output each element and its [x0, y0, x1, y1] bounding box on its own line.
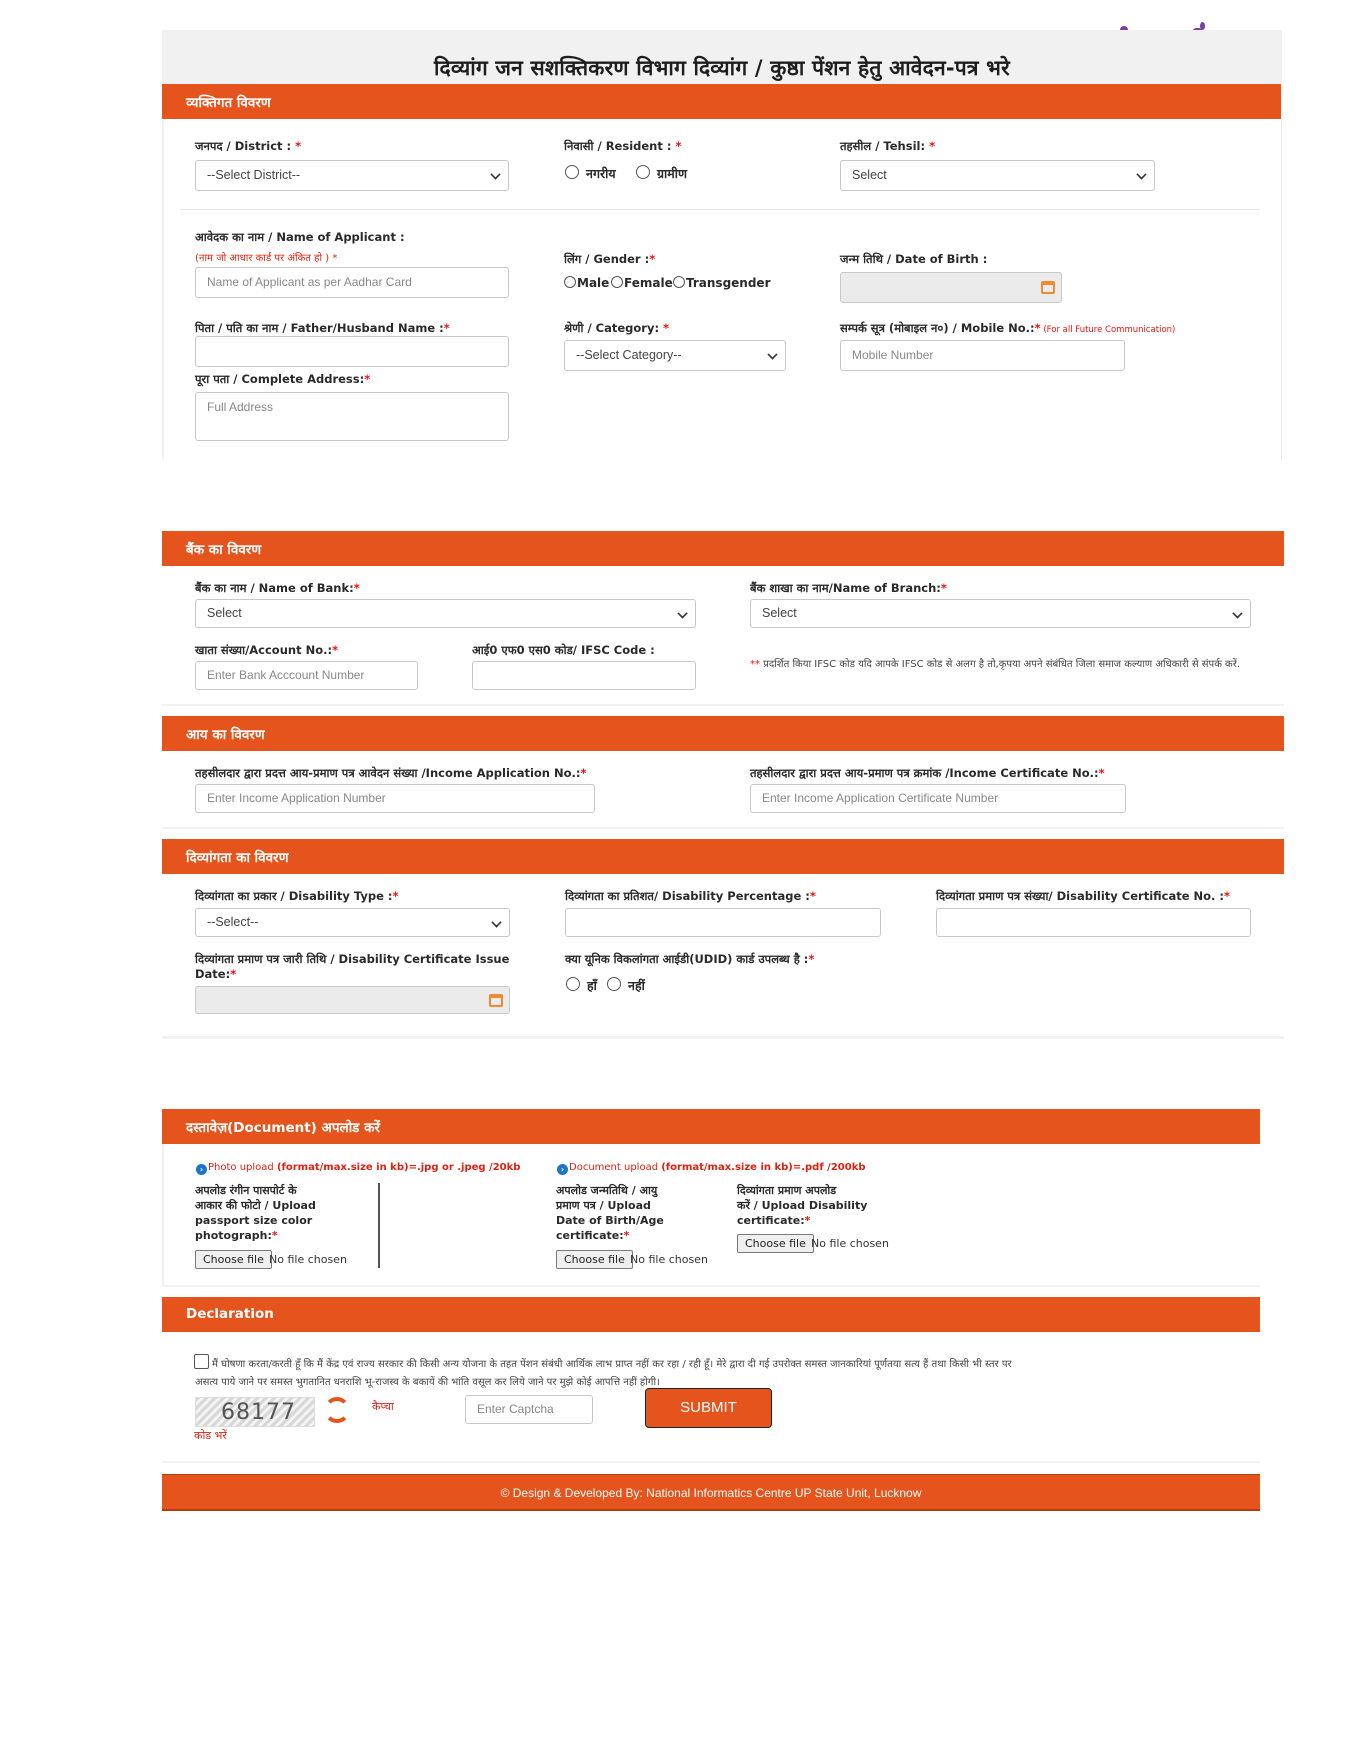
- captcha-label-line2: कोड भरें: [194, 1429, 227, 1442]
- applicant-name-input[interactable]: Name of Applicant as per Aadhar Card: [195, 267, 509, 298]
- resident-rural-radio[interactable]: [636, 165, 650, 179]
- udid-label: क्या यूनिक विकलांगता आईडी(UDID) कार्ड उपलब्ध है :*: [565, 952, 815, 966]
- income-application-label: तहसीलदार द्वारा प्रदत्त आय-प्रमाण पत्र आवेदन संख्या /Income Application No.:*: [195, 766, 587, 780]
- captcha-image: 68177: [195, 1397, 315, 1427]
- photo-upload-label: अपलोड रंगीन पासपोर्ट के आकार की फोटो / Upload passport size color photograph:*: [195, 1184, 316, 1242]
- udid-yes-label: हाँ: [587, 978, 597, 993]
- disability-certificate-no-input[interactable]: [936, 908, 1251, 937]
- ifsc-label: आई0 एफ0 एस0 कोड/ IFSC Code :: [472, 643, 655, 657]
- income-certificate-input[interactable]: Enter Income Application Certificate Number: [750, 784, 1126, 813]
- chevron-down-icon: [491, 917, 501, 927]
- address-textarea[interactable]: Full Address: [195, 392, 509, 441]
- gender-transgender-radio[interactable]: [673, 276, 685, 288]
- chevron-down-icon: [1136, 169, 1146, 179]
- panel-left-edge: [162, 119, 164, 460]
- income-certificate-label: तहसीलदार द्वारा प्रदत्त आय-प्रमाण पत्र क्रमांक /Income Certificate No.:*: [750, 766, 1105, 780]
- income-details-heading: आय का विवरण: [162, 716, 1284, 751]
- footer: © Design & Developed By: National Informatics Centre UP State Unit, Lucknow: [162, 1474, 1260, 1511]
- branch-name-select[interactable]: Select: [750, 599, 1251, 628]
- tehsil-select[interactable]: Select: [840, 160, 1155, 191]
- dob-choose-file-button[interactable]: Choose file: [556, 1250, 633, 1269]
- photo-file-status: No file chosen: [269, 1253, 347, 1266]
- chevron-down-icon: [490, 169, 500, 179]
- page-title: दिव्यांग जन सशक्तिकरण विभाग दिव्यांग / कुष्ठा पेंशन हेतु आवेदन-पत्र भरे: [434, 56, 1010, 80]
- chevron-down-icon: [1232, 608, 1242, 618]
- captcha-label: कैप्चा: [372, 1400, 394, 1413]
- udid-yes-radio[interactable]: [566, 977, 580, 991]
- tehsil-label: तहसील / Tehsil: *: [840, 139, 936, 153]
- disability-details-heading: दिव्यांगता का विवरण: [162, 839, 1284, 874]
- gender-female-label: Female: [624, 276, 673, 290]
- declaration-heading: Declaration: [162, 1297, 1260, 1332]
- panel-edge: [1281, 84, 1282, 460]
- udid-no-radio[interactable]: [607, 977, 621, 991]
- refresh-icon[interactable]: [324, 1397, 350, 1423]
- info-icon: ›: [196, 1164, 207, 1175]
- disability-certificate-no-label: दिव्यांगता प्रमाण पत्र संख्या/ Disability Certificate No. :*: [936, 889, 1231, 903]
- father-name-label: पिता / पति का नाम / Father/Husband Name :*: [195, 321, 450, 335]
- disability-choose-file-button[interactable]: Choose file: [737, 1234, 814, 1253]
- certificate-issue-date-label: दिव्यांगता प्रमाण पत्र जारी तिथि / Disability Certificate Issue Date:*: [195, 952, 510, 981]
- dob-label: जन्म तिथि / Date of Birth :: [840, 252, 988, 266]
- info-icon: ›: [557, 1164, 568, 1175]
- photo-upload-note: Photo upload (format/max.size in kb)=.jpg or .jpeg /20kb: [208, 1162, 521, 1173]
- applicant-name-note: (नाम जो आधार कार्ड पर अंकित हो ) *: [195, 253, 338, 264]
- disability-percentage-label: दिव्यांगता का प्रतिशत/ Disability Percentage :*: [565, 889, 816, 903]
- income-application-input[interactable]: Enter Income Application Number: [195, 784, 595, 813]
- document-upload-note: Document upload (format/max.size in kb)=.pdf /200kb: [569, 1162, 866, 1173]
- father-name-input[interactable]: [195, 336, 509, 367]
- resident-urban-radio[interactable]: [565, 165, 579, 179]
- calendar-icon[interactable]: [1041, 281, 1055, 294]
- disability-type-select[interactable]: --Select--: [195, 908, 510, 937]
- decorative-blob: [1200, 22, 1205, 30]
- chevron-down-icon: [677, 608, 687, 618]
- dob-upload-label: अपलोड जन्मतिथि / आयु प्रमाण पत्र / Upload Date of Birth/Age certificate:*: [556, 1184, 664, 1242]
- panel-bottom-edge: [162, 827, 1284, 829]
- category-label: श्रेणी / Category: *: [564, 321, 670, 335]
- declaration-text-line2: असत्य पाये जाने पर समस्त भुगतानित धनराशि भू-राजस्व के बकायें की भांति वसूल कर लिये जाने पर मुझे कोई आपत्ति नहीं होगी।: [195, 1377, 660, 1388]
- calendar-icon[interactable]: [489, 994, 503, 1007]
- panel-left-edge: [162, 1144, 164, 1287]
- account-number-label: खाता संख्या/Account No.:*: [195, 643, 339, 657]
- dob-file-status: No file chosen: [630, 1253, 708, 1266]
- applicant-name-label: आवेदक का नाम / Name of Applicant :: [195, 230, 405, 244]
- resident-urban-label: नगरीय: [586, 166, 616, 181]
- ifsc-input[interactable]: [472, 661, 696, 690]
- mobile-label: सम्पर्क सूत्र (मोबाइल न०) / Mobile No.:* (For all Future Communication): [840, 321, 1176, 335]
- section-divider: [180, 209, 1260, 210]
- certificate-issue-date-input[interactable]: [195, 986, 510, 1014]
- category-select[interactable]: --Select Category--: [564, 340, 786, 371]
- chevron-down-icon: [767, 349, 777, 359]
- gender-female-radio[interactable]: [611, 276, 623, 288]
- disability-file-status: No file chosen: [811, 1237, 889, 1250]
- bank-name-select[interactable]: Select: [195, 599, 696, 628]
- personal-details-heading: व्यक्तिगत विवरण: [162, 84, 1282, 119]
- declaration-text: मैं घोषणा करता/करती हूँ कि मैं केंद्र एवं राज्य सरकार की किसी अन्य योजना के तहत पेंशन संबंधी आर्थिक लाभ प्राप्त नहीं कर रहा / रही हूँ। मेरे द्वारा दी गई उपरोक्त समस्त जानकारियां पूर्णतया सत्य हैं तथा किसी भी स्तर पर: [212, 1359, 1012, 1370]
- account-number-input[interactable]: Enter Bank Acccount Number: [195, 661, 418, 690]
- gender-male-label: Male: [577, 276, 610, 290]
- district-select[interactable]: --Select District--: [195, 160, 509, 191]
- declaration-checkbox[interactable]: [194, 1354, 209, 1369]
- address-label: पूरा पता / Complete Address:*: [195, 372, 371, 386]
- gender-male-radio[interactable]: [564, 276, 576, 288]
- captcha-input[interactable]: Enter Captcha: [465, 1395, 593, 1424]
- dob-input[interactable]: [840, 272, 1062, 303]
- mobile-input[interactable]: Mobile Number: [840, 340, 1125, 371]
- gender-transgender-label: Transgender: [686, 276, 771, 290]
- disability-upload-label: दिव्यांगता प्रमाण अपलोड करें / Upload Disability certificate:*: [737, 1184, 868, 1227]
- ifsc-note: ** प्रदर्शित किया IFSC कोड यदि आपके IFSC कोड से अलग है तो,कृपया अपने संबंधित जिला समाज कल्याण अधिकारी से संपर्क करें.: [750, 659, 1241, 670]
- panel-bottom-edge: [162, 1036, 1284, 1039]
- disability-percentage-input[interactable]: [565, 908, 881, 937]
- bank-name-label: बैंक का नाम / Name of Bank:*: [195, 581, 360, 595]
- branch-name-label: बैंक शाखा का नाम/Name of Branch:*: [750, 581, 947, 595]
- resident-rural-label: ग्रामीण: [657, 166, 688, 181]
- submit-button[interactable]: SUBMIT: [645, 1388, 772, 1428]
- gender-label: लिंग / Gender :*: [564, 252, 656, 266]
- panel-bottom-edge: [162, 1461, 1260, 1463]
- documents-heading: दस्तावेज़(Document) अपलोड करें: [162, 1109, 1260, 1144]
- resident-label: निवासी / Resident : *: [564, 139, 682, 153]
- bank-details-heading: बैंक का विवरण: [162, 531, 1284, 566]
- panel-bottom-edge: [162, 1285, 1260, 1287]
- upload-separator: [378, 1183, 380, 1268]
- udid-no-label: नहीं: [628, 978, 645, 993]
- district-label: जनपद / District : *: [195, 139, 302, 153]
- photo-choose-file-button[interactable]: Choose file: [195, 1250, 272, 1269]
- disability-type-label: दिव्यांगता का प्रकार / Disability Type :*: [195, 889, 399, 903]
- panel-bottom-edge: [162, 704, 1284, 706]
